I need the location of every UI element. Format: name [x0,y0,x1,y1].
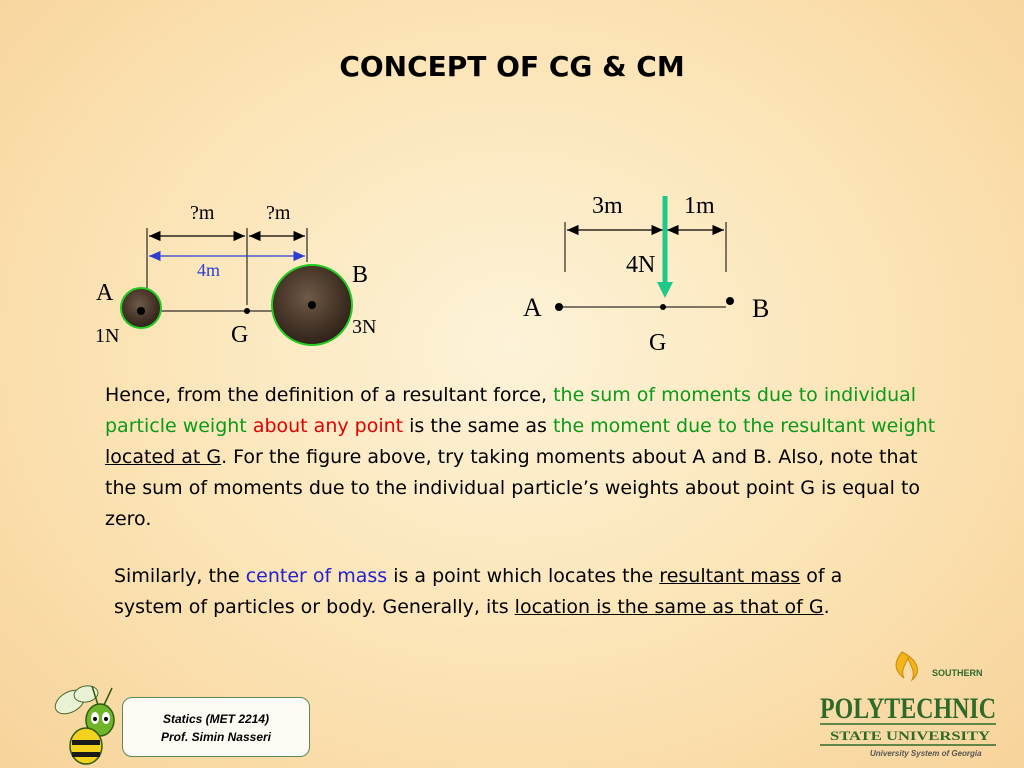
logo-southern: SOUTHERN [932,668,983,678]
text-run: of a system of particles or body. Generally, its [114,565,843,618]
point-a [555,303,563,311]
university-logo [816,650,1001,760]
text-run: Hence, from the definition of a resultant force, [105,384,554,406]
logo-system: University System of Georgia [870,749,982,758]
label-g: G [231,322,249,348]
text-run: is a point which locates the [387,565,660,587]
point-g [244,308,250,314]
text-run: is the same as [403,415,553,437]
highlight-resultant-moment: the moment due to the resultant weight [552,415,936,437]
underline-location: location is the same as that of G [514,596,824,618]
figures [0,0,1024,380]
hornet-mascot-icon [48,680,128,768]
right-figure [523,193,769,356]
underline-located-at-g: located at G [105,446,222,468]
dim-right-label: ?m [266,202,291,224]
weight-b: 3N [352,316,377,338]
logo-polytechnic: POLYTECHNIC [820,692,996,725]
text-run: . For the figure above, try taking moments about A and B. Also, note that the sum of moments due to the individual particle’s weights about point G is equal to zero. [105,446,921,530]
paragraph-resultant-force [105,380,945,535]
left-figure [95,202,376,348]
dim-left-label: 3m [592,193,623,219]
slide-title: CONCEPT OF CG & CM [339,50,685,83]
dim-left-label: ?m [190,202,215,224]
resultant-force-arrowhead [657,282,673,298]
highlight-sum-of-moments: the sum of moments due to individual particle weight [105,384,917,437]
highlight-center-of-mass: center of mass [245,565,388,587]
underline-resultant-mass: resultant mass [659,565,801,587]
particle-a-center [137,307,145,315]
course-title: Statics (MET 2214) [162,712,270,726]
label-g: G [649,330,667,356]
label-b: B [752,294,770,323]
text-run: Similarly, the [114,565,246,587]
dim-right-label: 1m [684,193,715,219]
logo-state-university: STATE UNIVERSITY [830,728,991,743]
flame-icon [896,652,917,680]
label-a: A [96,280,114,306]
point-g [660,304,666,310]
highlight-about-any-point: about any point [252,415,404,437]
force-label: 4N [626,252,656,278]
instructor-name: Prof. Simin Nasseri [160,730,272,744]
label-a: A [523,293,542,322]
particle-b-center [308,301,316,309]
course-info-box [122,697,310,757]
weight-a: 1N [95,325,120,347]
point-b [726,297,734,305]
label-b: B [352,262,369,288]
dim-total-label: 4m [197,260,221,280]
paragraph-center-of-mass: Similarly, the center of mass is a point which locates the resultant mass of a system of particles or body. Generally, its location is the same as that of G. [114,565,843,618]
